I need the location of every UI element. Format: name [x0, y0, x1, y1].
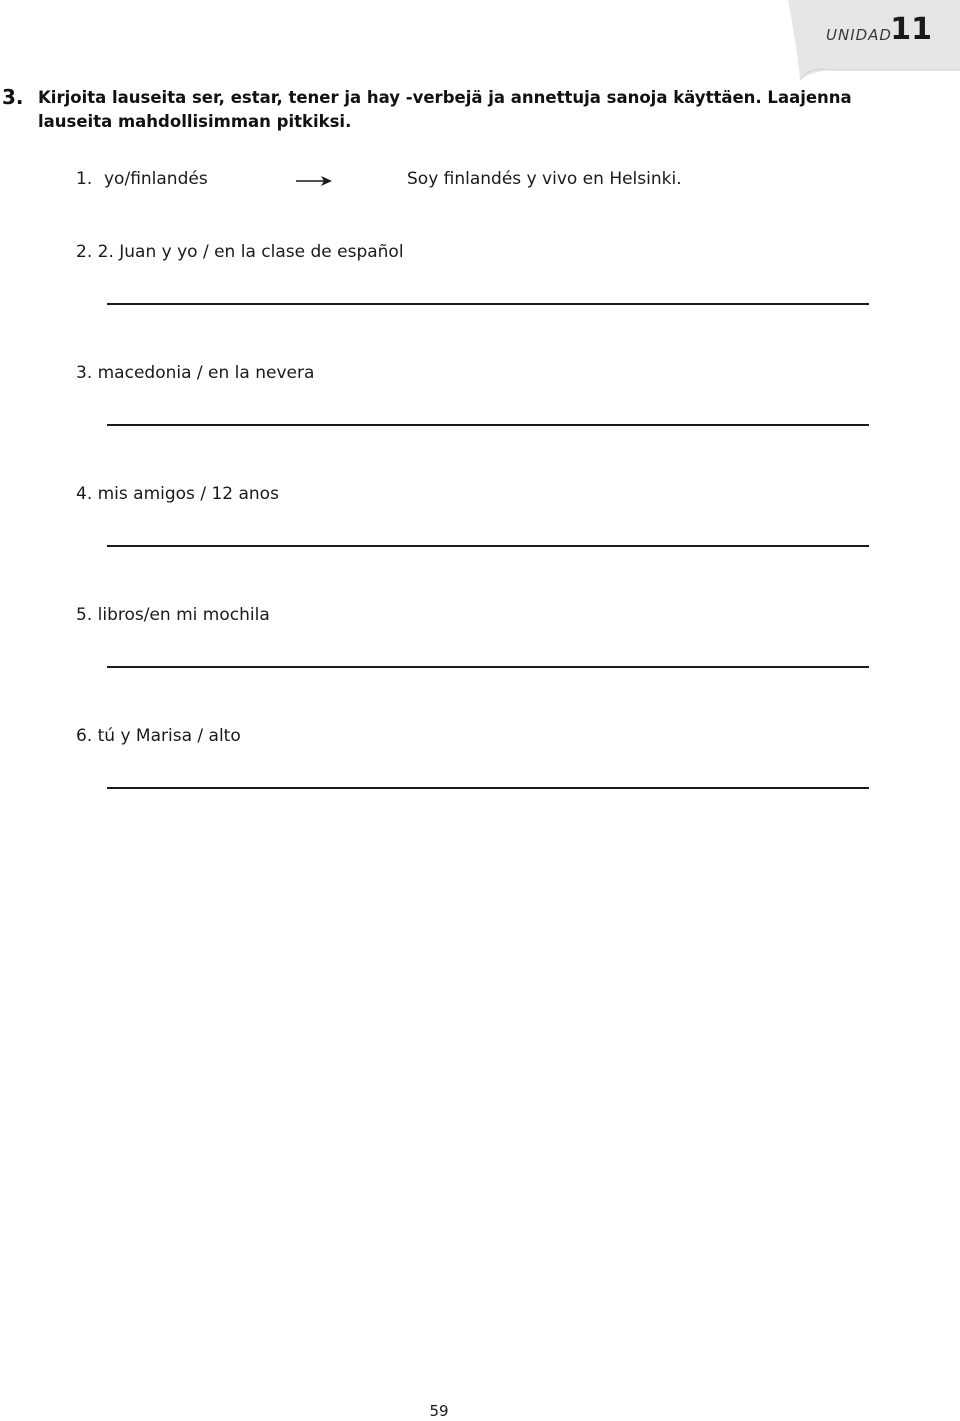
example-answer: Soy finlandés y vivo en Helsinki.	[407, 169, 682, 189]
page-number: 59	[429, 1402, 449, 1420]
example-prompt: yo/finlandés	[104, 169, 208, 189]
exercise-number: 3.	[2, 85, 24, 109]
unit-number: 11	[890, 12, 932, 47]
answer-line[interactable]	[107, 545, 869, 547]
exercise-prompt: 4. mis amigos / 12 anos	[76, 484, 279, 504]
arrow-right-icon	[295, 170, 335, 190]
answer-line[interactable]	[107, 666, 869, 668]
exercise-prompt: 3. macedonia / en la nevera	[76, 363, 315, 383]
answer-line[interactable]	[107, 303, 869, 305]
exercise-prompt: 6. tú y Marisa / alto	[76, 726, 241, 746]
unit-label: UNIDAD	[826, 26, 892, 44]
exercise-prompt: 2. 2. Juan y yo / en la clase de español	[76, 242, 404, 262]
answer-line[interactable]	[107, 424, 869, 426]
answer-line[interactable]	[107, 787, 869, 789]
exercise-prompt: 5. libros/en mi mochila	[76, 605, 270, 625]
example-number: 1.	[76, 169, 93, 189]
exercise-instruction: Kirjoita lauseita ser, estar, tener ja hay -verbejä ja annettuja sanoja käyttäen. Laajenna lauseita mahdollisimman pitkiksi.	[38, 88, 852, 131]
